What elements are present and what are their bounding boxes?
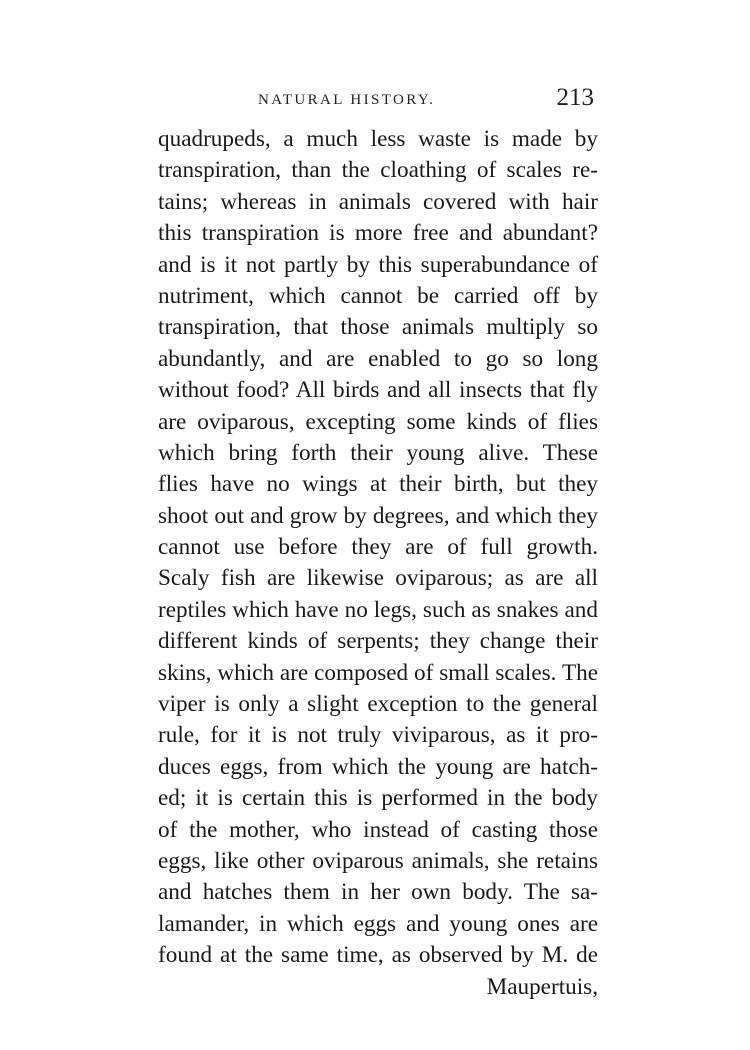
text-line: and hatches them in her own body. The sa- — [158, 879, 598, 906]
text-line: transpiration, that those animals multiply so — [158, 314, 598, 341]
text-line: duces eggs, from which the young are hatch- — [158, 753, 598, 780]
text-line: viper is only a slight exception to the general — [158, 691, 598, 718]
running-head — [158, 82, 598, 118]
text-line: of the mother, who instead of casting those — [158, 816, 598, 843]
running-title: NATURAL HISTORY. — [258, 92, 436, 108]
text-line: quadrupeds, a much less waste is made by — [158, 126, 598, 152]
text-line: eggs, like other oviparous animals, she retains — [158, 847, 598, 874]
text-line: Scaly fish are likewise oviparous; as are all — [158, 565, 598, 592]
text-line: which bring forth their young alive. These — [158, 439, 598, 466]
text-line: abundantly, and are enabled to go so long — [158, 345, 598, 372]
text-line: skins, which are composed of small scales. The — [158, 659, 598, 686]
text-line: nutriment, which cannot be carried off by — [158, 282, 598, 309]
text-line: shoot out and grow by degrees, and which they — [158, 502, 598, 529]
text-line: rule, for it is not truly viviparous, as it pro- — [158, 722, 598, 749]
text-line: lamander, in which eggs and young ones are — [158, 910, 598, 937]
text-line: tains; whereas in animals covered with hair — [158, 188, 598, 215]
page-number: 213 — [556, 84, 594, 111]
text-line: cannot use before they are of full growth. — [158, 534, 598, 561]
text-line: reptiles which have no legs, such as snakes and — [158, 596, 598, 623]
text-line: this transpiration is more free and abundant? — [158, 220, 598, 247]
text-line: are oviparous, excepting some kinds of flies — [158, 408, 598, 435]
text-line: ed; it is certain this is performed in the body — [158, 785, 598, 812]
text-line: flies have no wings at their birth, but they — [158, 471, 598, 498]
body-text — [158, 124, 598, 1003]
text-line: found at the same time, as observed by M. de — [158, 942, 598, 969]
text-line: without food? All birds and all insects that fly — [158, 377, 598, 404]
text-line: transpiration, than the cloathing of scales re- — [158, 157, 598, 184]
catchword: Maupertuis, — [486, 973, 598, 1000]
text-line: and is it not partly by this superabundance of — [158, 251, 598, 278]
text-line: different kinds of serpents; they change their — [158, 628, 598, 655]
